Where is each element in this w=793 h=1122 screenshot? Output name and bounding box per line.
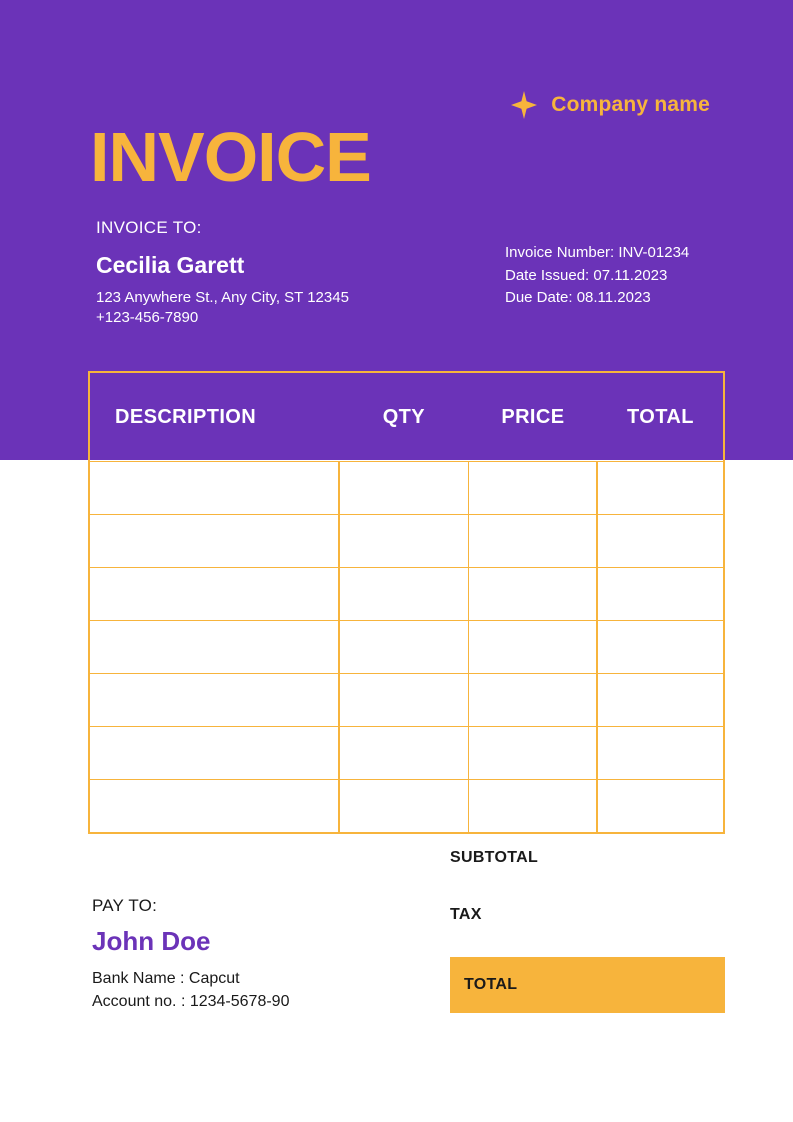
cell-price[interactable] — [469, 621, 596, 673]
table-header-row — [90, 373, 723, 461]
cell-description[interactable] — [90, 780, 338, 832]
tax-label: TAX — [450, 906, 482, 923]
column-header-total: TOTAL — [627, 405, 694, 428]
client-contact — [96, 288, 349, 329]
table-row[interactable] — [90, 620, 723, 673]
cell-total[interactable] — [598, 674, 723, 726]
cell-total[interactable] — [598, 727, 723, 779]
cell-qty[interactable] — [340, 568, 468, 620]
invoice-meta — [505, 242, 689, 310]
cell-qty[interactable] — [340, 674, 468, 726]
invoice-number: Invoice Number: INV-01234 — [505, 244, 690, 261]
client-address-line: 123 Anywhere St., Any City, ST 12345 — [96, 289, 349, 306]
cell-price[interactable] — [469, 515, 596, 567]
cell-price[interactable] — [469, 568, 596, 620]
company-branding — [509, 90, 710, 120]
table-row[interactable] — [90, 779, 723, 832]
client-name: Cecilia Garett — [96, 252, 245, 278]
totals-section — [450, 843, 725, 1013]
company-name: Company name — [551, 93, 710, 116]
column-header-qty: QTY — [382, 405, 426, 428]
cell-total[interactable] — [598, 621, 723, 673]
page-title: INVOICE — [90, 118, 371, 196]
grand-total-label: TOTAL — [464, 976, 518, 993]
cell-total[interactable] — [598, 462, 723, 514]
cell-total[interactable] — [598, 780, 723, 832]
cell-qty[interactable] — [340, 462, 468, 514]
pay-to-section — [92, 896, 289, 1013]
cell-description[interactable] — [90, 515, 338, 567]
line-items-table — [88, 371, 725, 834]
cell-description[interactable] — [90, 462, 338, 514]
cell-qty[interactable] — [340, 515, 468, 567]
cell-qty[interactable] — [340, 621, 468, 673]
cell-description[interactable] — [90, 674, 338, 726]
table-row[interactable] — [90, 673, 723, 726]
table-row[interactable] — [90, 461, 723, 514]
table-row[interactable] — [90, 567, 723, 620]
bank-name: Bank Name : Capcut — [92, 970, 240, 987]
due-date: Due Date: 08.11.2023 — [505, 289, 651, 306]
payee-name: John Doe — [92, 926, 211, 956]
sparkle-icon — [509, 90, 539, 120]
cell-qty[interactable] — [340, 727, 468, 779]
cell-total[interactable] — [598, 515, 723, 567]
tax-row — [450, 900, 725, 930]
cell-total[interactable] — [598, 568, 723, 620]
cell-description[interactable] — [90, 568, 338, 620]
cell-price[interactable] — [469, 727, 596, 779]
cell-price[interactable] — [469, 780, 596, 832]
invoice-to-label: INVOICE TO: — [96, 218, 202, 237]
pay-to-label: PAY TO: — [92, 896, 158, 915]
cell-price[interactable] — [469, 462, 596, 514]
client-phone: +123-456-7890 — [96, 309, 199, 327]
cell-description[interactable] — [90, 727, 338, 779]
column-header-price: PRICE — [501, 405, 565, 428]
cell-price[interactable] — [469, 674, 596, 726]
cell-description[interactable] — [90, 621, 338, 673]
subtotal-row — [450, 843, 725, 873]
bank-details — [92, 967, 289, 1013]
account-number: Account no. : 1234-5678-90 — [92, 993, 290, 1011]
grand-total-row — [450, 957, 725, 1013]
date-issued: Date Issued: 07.11.2023 — [505, 266, 668, 284]
subtotal-label: SUBTOTAL — [450, 849, 539, 866]
table-row[interactable] — [90, 514, 723, 567]
cell-qty[interactable] — [340, 780, 468, 832]
table-row[interactable] — [90, 726, 723, 779]
column-header-description: DESCRIPTION — [115, 405, 257, 428]
